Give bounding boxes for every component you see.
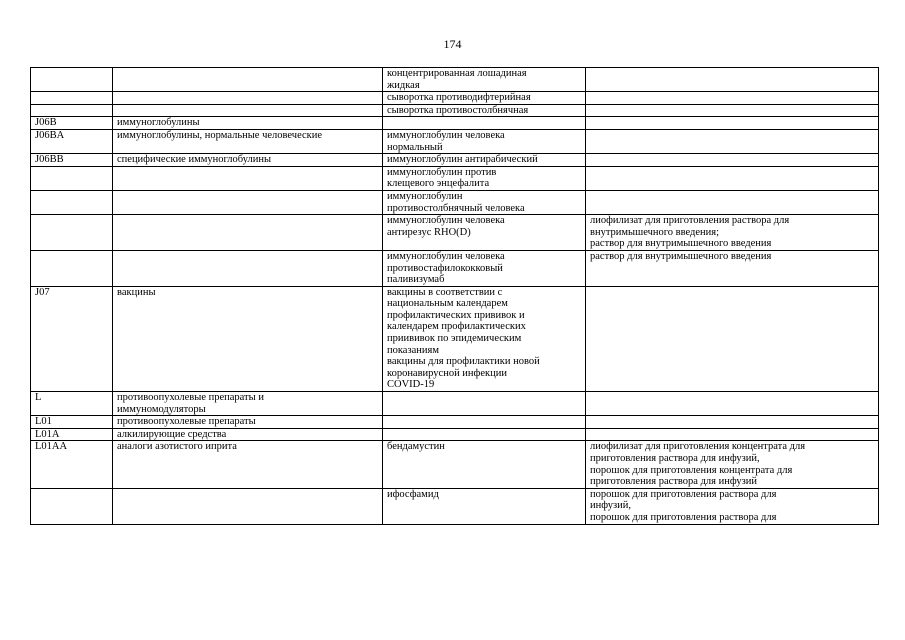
- form-cell: [586, 166, 879, 190]
- atc-code-cell: [31, 215, 113, 251]
- drug-cell: [383, 117, 586, 130]
- group-cell: специфические иммуноглобулины: [113, 154, 383, 167]
- group-cell: [113, 92, 383, 105]
- table-row: [31, 154, 879, 167]
- drug-cell: [383, 392, 586, 416]
- drug-cell: вакцины в соответствии с национальным календарем профилактических прививок и календарем профилактических приививок по эпидемическим показаниям вакцины для профилактики новой коронавирусной инфекции COVID-19: [383, 286, 586, 391]
- table-row: [31, 129, 879, 153]
- atc-code-cell: L01: [31, 416, 113, 429]
- form-cell: [586, 286, 879, 391]
- table-row: [31, 166, 879, 190]
- form-cell: лиофилизат для приготовления концентрата для приготовления раствора для инфузий, порошок для приготовления концентрата для приготовления раствора для инфузий: [586, 441, 879, 488]
- drug-cell: бендамустин: [383, 441, 586, 488]
- drug-cell: иммуноглобулин против клещевого энцефалита: [383, 166, 586, 190]
- atc-code-cell: [31, 68, 113, 92]
- drug-cell: иммуноглобулин человека нормальный: [383, 129, 586, 153]
- drug-cell: сыворотка противодифтерийная: [383, 92, 586, 105]
- table-row: [31, 117, 879, 130]
- form-cell: раствор для внутримышечного введения: [586, 250, 879, 286]
- group-cell: [113, 68, 383, 92]
- atc-code-cell: [31, 92, 113, 105]
- atc-code-cell: [31, 488, 113, 524]
- atc-code-cell: L01A: [31, 428, 113, 441]
- drug-cell: иммуноглобулин человека антирезус RHO(D): [383, 215, 586, 251]
- table-row: [31, 416, 879, 429]
- group-cell: вакцины: [113, 286, 383, 391]
- table-row: [31, 190, 879, 214]
- table-row: [31, 286, 879, 391]
- form-cell: [586, 129, 879, 153]
- atc-code-cell: J07: [31, 286, 113, 391]
- table-row: [31, 392, 879, 416]
- drug-cell: [383, 416, 586, 429]
- group-cell: [113, 215, 383, 251]
- table-row: [31, 441, 879, 488]
- group-cell: противоопухолевые препараты: [113, 416, 383, 429]
- atc-code-cell: [31, 104, 113, 117]
- table-row: [31, 104, 879, 117]
- table-row: [31, 250, 879, 286]
- group-cell: [113, 104, 383, 117]
- table-row: [31, 92, 879, 105]
- drug-cell: иммуноглобулин противостолбнячный человека: [383, 190, 586, 214]
- table-row: [31, 68, 879, 92]
- atc-code-cell: J06BA: [31, 129, 113, 153]
- group-cell: аналоги азотистого иприта: [113, 441, 383, 488]
- atc-code-cell: [31, 190, 113, 214]
- form-cell: [586, 154, 879, 167]
- group-cell: [113, 166, 383, 190]
- page-number: 174: [443, 37, 462, 51]
- group-cell: иммуноглобулины: [113, 117, 383, 130]
- atc-code-cell: [31, 250, 113, 286]
- atc-code-cell: L: [31, 392, 113, 416]
- form-cell: [586, 92, 879, 105]
- drug-cell: концентрированная лошадиная жидкая: [383, 68, 586, 92]
- table-row: [31, 428, 879, 441]
- atc-code-cell: J06B: [31, 117, 113, 130]
- form-cell: [586, 392, 879, 416]
- group-cell: иммуноглобулины, нормальные человеческие: [113, 129, 383, 153]
- group-cell: противоопухолевые препараты и иммуномодуляторы: [113, 392, 383, 416]
- form-cell: [586, 190, 879, 214]
- drug-cell: ифосфамид: [383, 488, 586, 524]
- form-cell: [586, 428, 879, 441]
- drug-cell: сыворотка противостолбнячная: [383, 104, 586, 117]
- form-cell: [586, 68, 879, 92]
- drug-cell: иммуноглобулин антирабический: [383, 154, 586, 167]
- atc-code-cell: J06BB: [31, 154, 113, 167]
- form-cell: [586, 416, 879, 429]
- drug-cell: иммуноглобулин человека противостафилококковый паливизумаб: [383, 250, 586, 286]
- form-cell: лиофилизат для приготовления раствора для внутримышечного введения; раствор для внутримышечного введения: [586, 215, 879, 251]
- form-cell: [586, 104, 879, 117]
- table-row: [31, 215, 879, 251]
- group-cell: [113, 488, 383, 524]
- atc-code-cell: L01AA: [31, 441, 113, 488]
- form-cell: порошок для приготовления раствора для инфузий, порошок для приготовления раствора для: [586, 488, 879, 524]
- table-row: [31, 488, 879, 524]
- drug-cell: [383, 428, 586, 441]
- group-cell: алкилирующие средства: [113, 428, 383, 441]
- atc-code-cell: [31, 166, 113, 190]
- drug-classification-table: [30, 67, 879, 525]
- group-cell: [113, 250, 383, 286]
- form-cell: [586, 117, 879, 130]
- group-cell: [113, 190, 383, 214]
